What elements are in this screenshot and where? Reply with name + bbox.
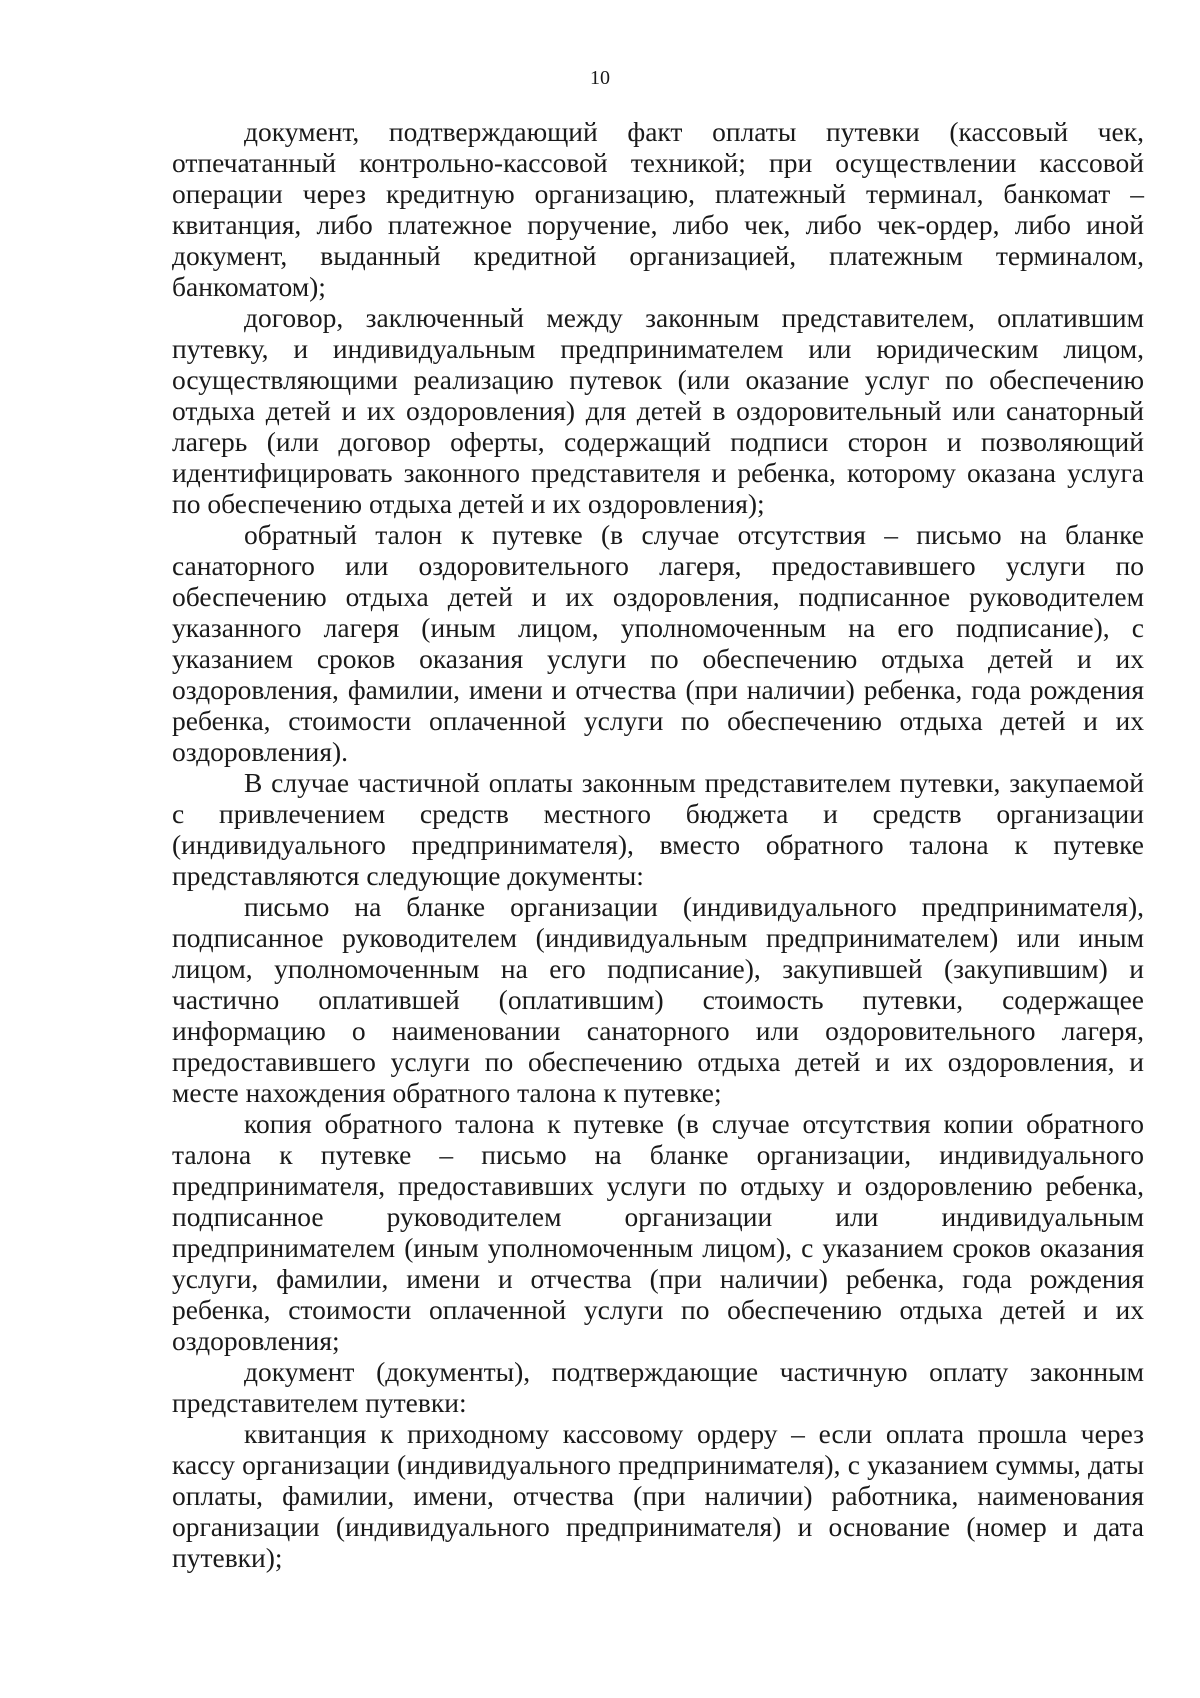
paragraph-payment-confirmation: документ (документы), подтверждающие частичную оплату законным представителем путевки:: [172, 1356, 1144, 1418]
paragraph-cash-receipt: квитанция к приходному кассовому ордеру – если оплата прошла через кассу организации (индивидуального предпринимателя), с указанием суммы, даты оплаты, фамилии, имени, отчества (при наличии) работника, наименования организации (индивидуального предпринимателя) и основание (номер и дата путевки);: [172, 1418, 1144, 1573]
document-body: [172, 116, 1144, 1573]
paragraph-partial-payment: В случае частичной оплаты законным представителем путевки, закупаемой с привлечением средств местного бюджета и средств организации (индивидуального предпринимателя), вместо обратного талона к путевке представляются следующие документы:: [172, 767, 1144, 891]
paragraph-organization-letter: письмо на бланке организации (индивидуального предпринимателя), подписанное руководителем (индивидуальным предпринимателем) или иным лицом, уполномоченным на его подписание), закупившей (закупившим) и частично оплатившей (оплатившим) стоимость путевки, содержащее информацию о наименовании санаторного или оздоровительного лагеря, предоставившего услуги по обеспечению отдыха детей и их оздоровления, и месте нахождения обратного талона к путевке;: [172, 891, 1144, 1108]
paragraph-return-coupon: обратный талон к путевке (в случае отсутствия – письмо на бланке санаторного или оздоровительного лагеря, предоставившего услуги по обеспечению отдыха детей и их оздоровления, подписанное руководителем указанного лагеря (иным лицом, уполномоченным на его подписание), с указанием сроков оказания услуги по обеспечению отдыха детей и их оздоровления, фамилии, имени и отчества (при наличии) ребенка, года рождения ребенка, стоимости оплаченной услуги по обеспечению отдыха детей и их оздоровления).: [172, 519, 1144, 767]
paragraph-contract: договор, заключенный между законным представителем, оплатившим путевку, и индивидуальным предпринимателем или юридическим лицом, осуществляющими реализацию путевок (или оказание услуг по обеспечению отдыха детей и их оздоровления) для детей в оздоровительный или санаторный лагерь (или договор оферты, содержащий подписи сторон и позволяющий идентифицировать законного представителя и ребенка, которому оказана услуга по обеспечению отдыха детей и их оздоровления);: [172, 302, 1144, 519]
paragraph-coupon-copy: копия обратного талона к путевке (в случае отсутствия копии обратного талона к путевке – письмо на бланке организации, индивидуального предпринимателя, предоставивших услуги по отдыху и оздоровлению ребенка, подписанное руководителем организации или индивидуальным предпринимателем (иным уполномоченным лицом), с указанием сроков оказания услуги, фамилии, имени и отчества (при наличии) ребенка, года рождения ребенка, стоимости оплаченной услуги по обеспечению отдыха детей и их оздоровления;: [172, 1108, 1144, 1356]
page-number: 10: [590, 67, 610, 89]
paragraph-payment-document: документ, подтверждающий факт оплаты путевки (кассовый чек, отпечатанный контрольно-кассовой техникой; при осуществлении кассовой операции через кредитную организацию, платежный терминал, банкомат – квитанция, либо платежное поручение, либо чек, либо чек-ордер, либо иной документ, выданный кредитной организацией, платежным терминалом, банкоматом);: [172, 116, 1144, 302]
